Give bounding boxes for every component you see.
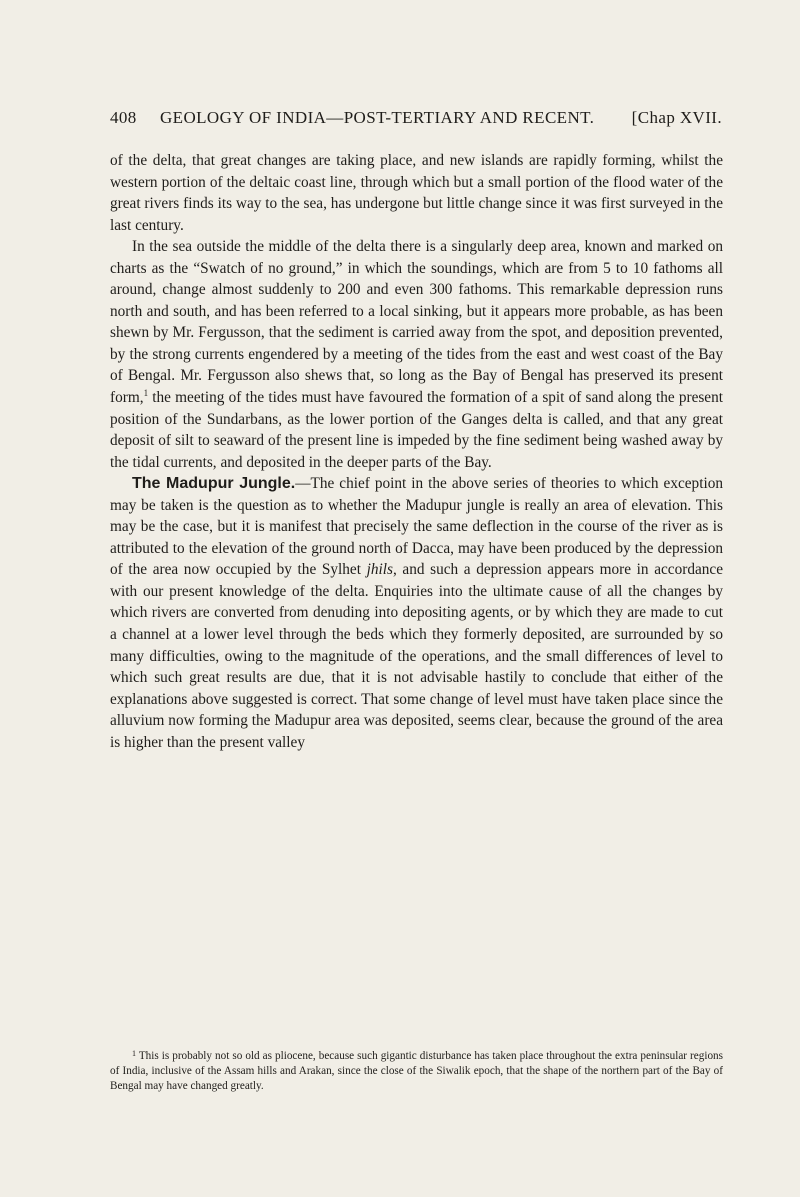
paragraph-text: , and such a depression appears more in accordance with our present knowledge of the delta. Enquiries into the ultimate cause of all the changes by which rivers are converted from denuding into depositing agents, or by which they are made to cut a channel at a lower level through the beds which they formerly deposited, are surrounded by so many difficulties, owing to the magnitude of the operations, and the small differences of level to which such great results are due, that it is not advisable hastily to conclude that either of the explanations above suggested is correct. That some change of level must have taken place since the alluvium now forming the Madupur area was deposited, seems clear, because the ground of the area is higher than the present valley — [110, 561, 723, 751]
body-text — [110, 150, 723, 753]
paragraph-text: the meeting of the tides must have favoured the formation of a spit of sand along the present position of the Sundarbans, as the lower portion of the Ganges delta is called, and that any great deposit of silt to seaward of the present line is impeded by the fine sediment being washed away by the tidal currents, and deposited in the deeper parts of the Bay. — [110, 389, 723, 471]
page-number: 408 — [110, 108, 137, 127]
italic-term: jhils — [366, 561, 393, 579]
paragraph-delta-changes: of the delta, that great changes are taking place, and new islands are rapidly forming, whilst the western portion of the deltaic coast line, through which but a small portion of the flood water of the great rivers finds its way to the sea, has undergone but little change since it was first surveyed in the last century. — [110, 152, 723, 234]
paragraph-madupur-jungle — [110, 473, 723, 753]
footnote-reference: 1 — [143, 387, 149, 398]
footnote — [110, 1046, 723, 1094]
paragraph-swatch-of-no-ground — [110, 236, 723, 473]
running-title: GEOLOGY OF INDIA—POST-TERTIARY AND RECENT. — [160, 108, 595, 127]
footnote-marker: 1 — [132, 1049, 136, 1058]
section-heading: The Madupur Jungle. — [132, 475, 296, 493]
running-header — [110, 108, 722, 132]
chapter-label: [Chap XVII. — [631, 108, 722, 127]
paragraph-text: —The chief point in the above series of theories to which exception may be taken is the question as to whether the Madupur jungle is really an area of elevation. This may be the case, but it is manifest that precisely the same deflection in the course of the river as is attributed to the elevation of the ground north of Dacca, may have been produced by the depression of the area now occupied by the Sylhet — [110, 475, 724, 579]
paragraph-text: In the sea outside the middle of the delta there is a singularly deep area, known and marked on charts as the “Swatch of no ground,” in which the soundings, which are from 5 to 10 fathoms all around, change almost suddenly to 200 and even 300 fathoms. This remarkable depression runs north and south, and has been referred to a local sinking, but it appears more probable, as has been shewn by Mr. Fergusson, that the sediment is carried away from the spot, and deposition prevented, by the strong currents engendered by a meeting of the tides from the east and west coast of the Bay of Bengal. Mr. Fergusson also shews that, so long as the Bay of Bengal has preserved its present form, — [110, 238, 723, 407]
footnote-text: This is probably not so old as pliocene, because such gigantic disturbance has taken place throughout the extra peninsular regions of India, inclusive of the Assam hills and Arakan, since the close of the Siwalik epoch, that the shape of the northern part of the Bay of Bengal may have changed greatly. — [110, 1050, 723, 1092]
